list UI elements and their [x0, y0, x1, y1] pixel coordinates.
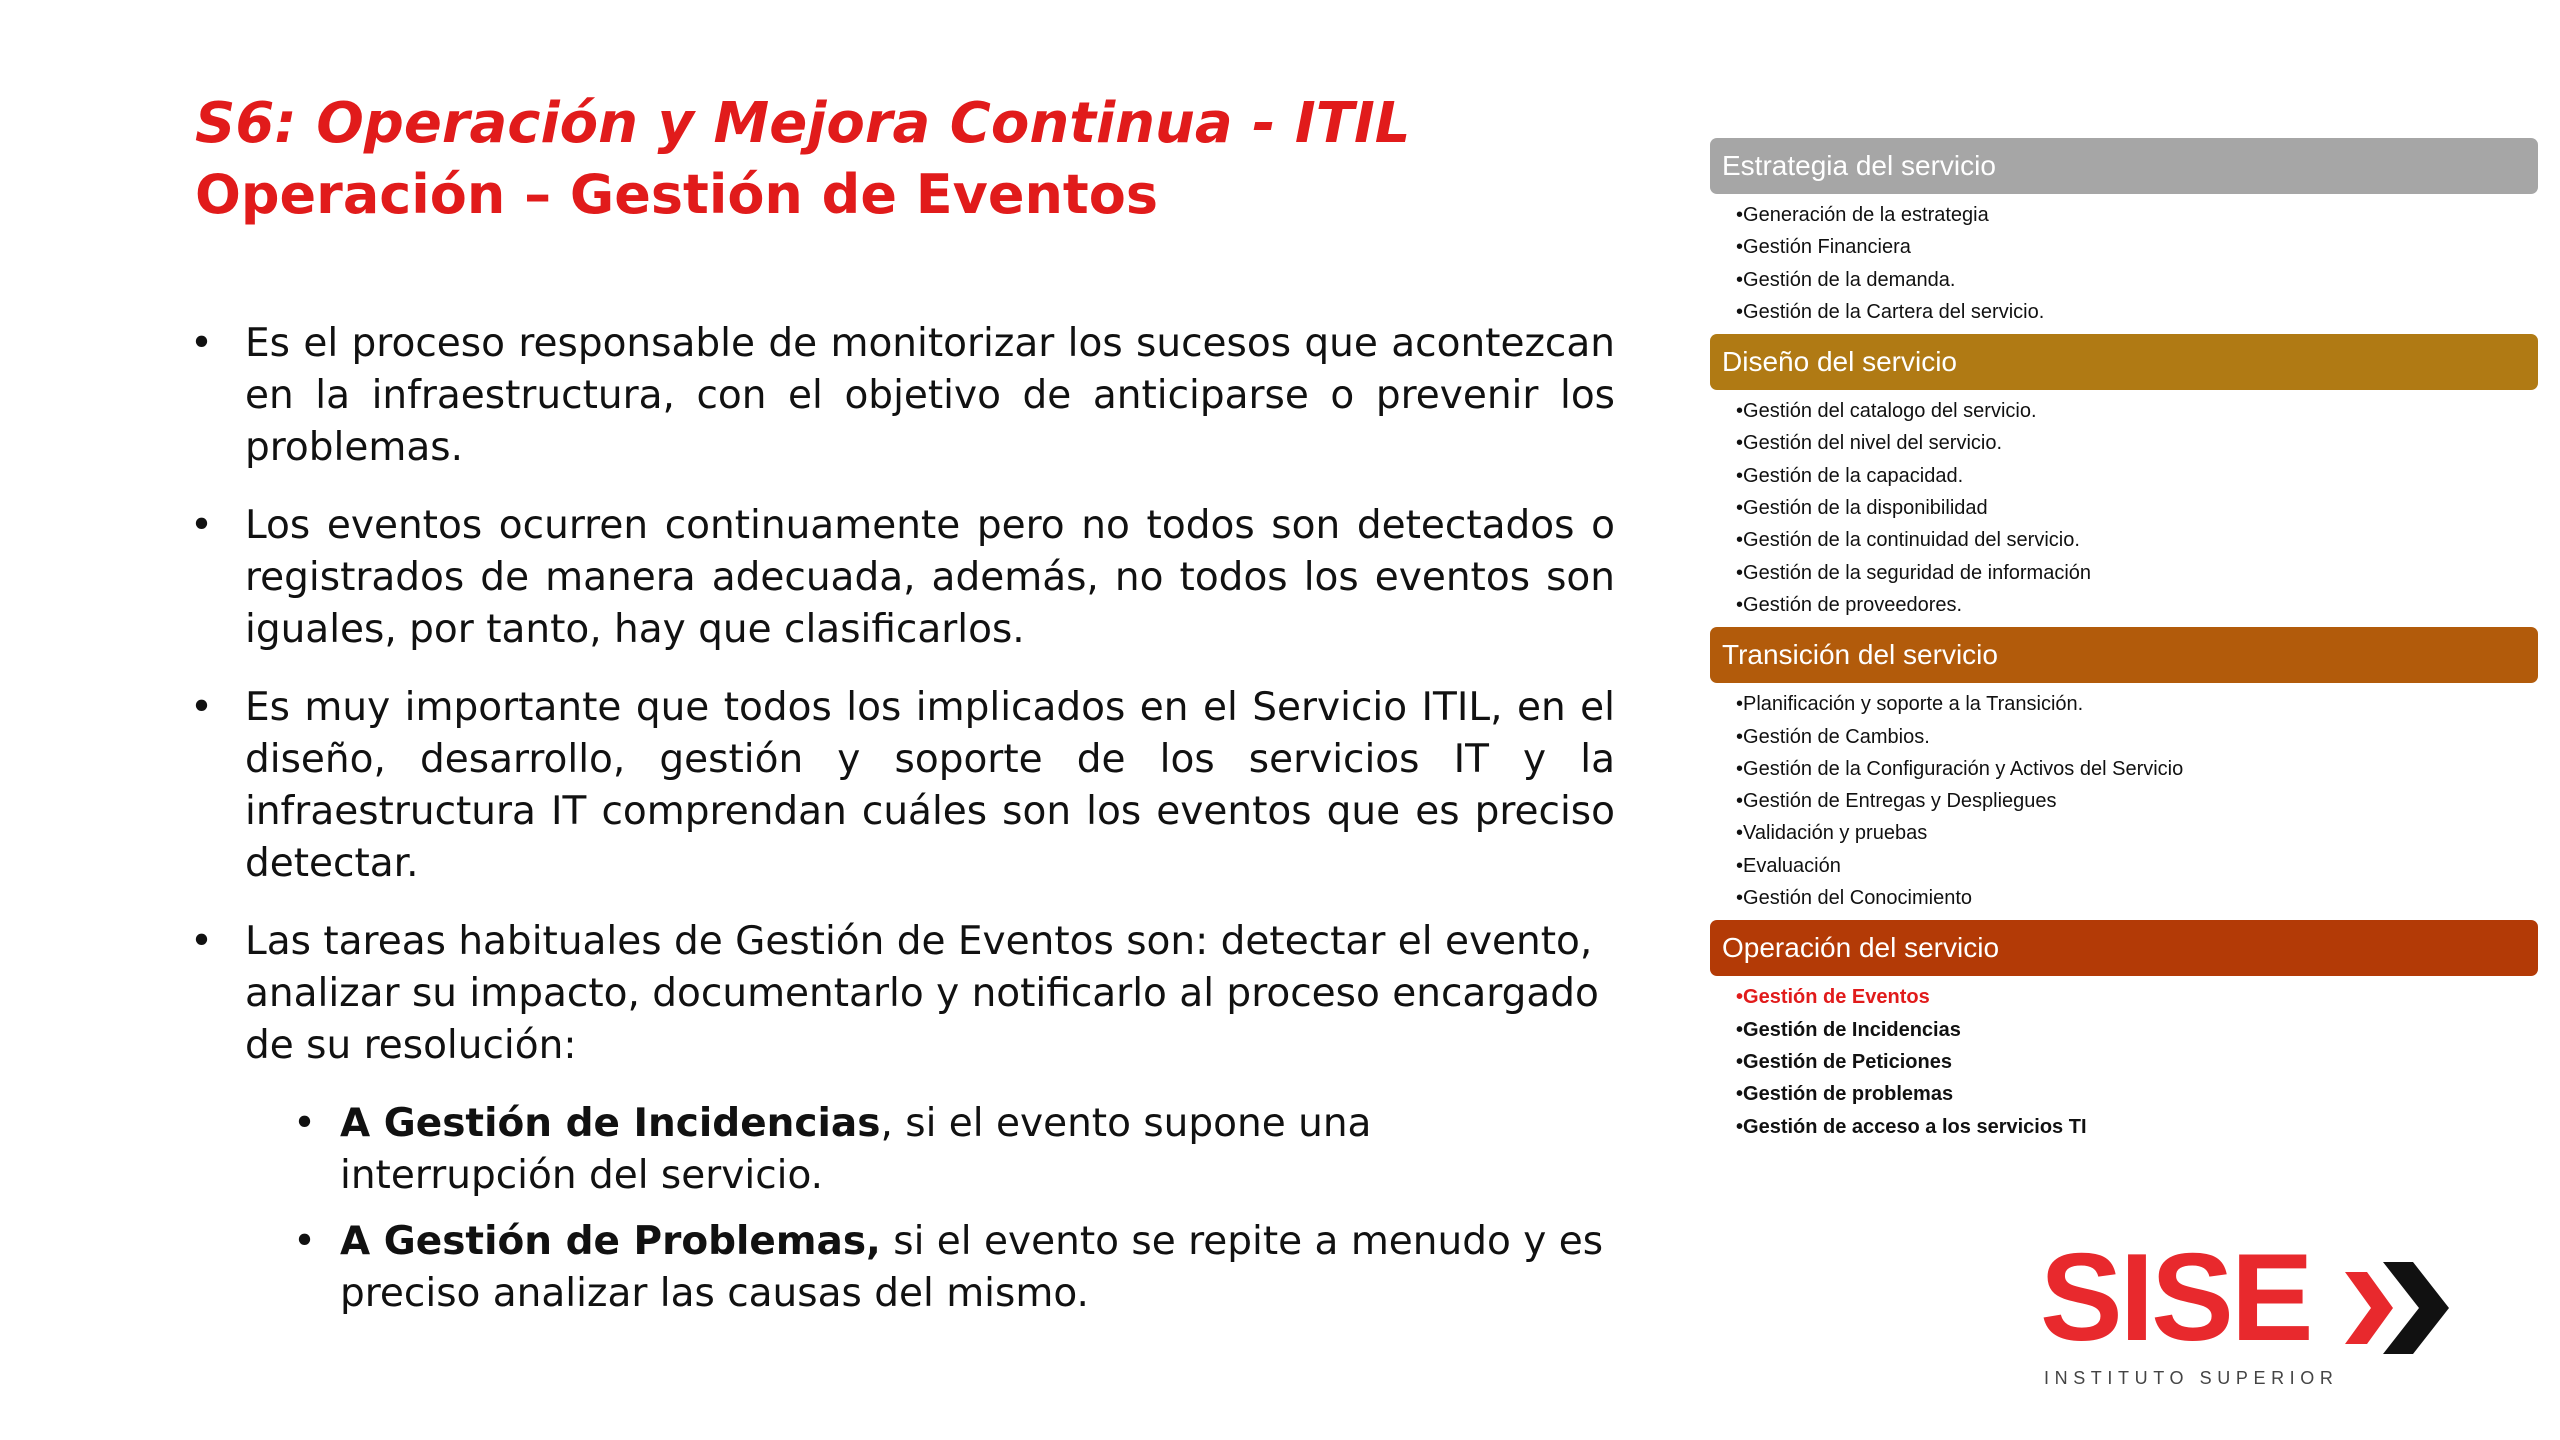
list-item: • Gestión de problemas: [1736, 1078, 2538, 1110]
bullet-item: [190, 916, 1615, 1072]
list-item: • Gestión de Peticiones: [1736, 1046, 2538, 1078]
section-header-operacion: Operación del servicio: [1710, 920, 2538, 976]
sub-bullet-bold: A Gestión de Problemas,: [340, 1219, 881, 1264]
bullet-dot: •: [190, 685, 214, 730]
section-header-estrategia: Estrategia del servicio: [1710, 138, 2538, 194]
list-item: • Gestión del catalogo del servicio.: [1736, 395, 2538, 427]
list-item: • Gestión de la Configuración y Activos del Servicio: [1736, 753, 2538, 785]
sub-bullet-item: [190, 1216, 1615, 1320]
bullet-dot: •: [293, 1219, 317, 1264]
bullet-dot: •: [293, 1101, 317, 1146]
sub-bullet-text: si el evento se repite a menudo y es preciso analizar las causas del mismo.: [340, 1219, 1604, 1316]
list-item: • Gestión de la seguridad de información: [1736, 557, 2538, 589]
list-item: • Gestión de la continuidad del servicio.: [1736, 524, 2538, 556]
section-header-diseno: Diseño del servicio: [1710, 334, 2538, 390]
list-item: • Gestión de Incidencias: [1736, 1014, 2538, 1046]
list-item: • Gestión de Cambios.: [1736, 721, 2538, 753]
bullet-item: [190, 318, 1615, 474]
list-item: • Gestión de la demanda.: [1736, 264, 2538, 296]
bullet-text: Los eventos ocurren continuamente pero no todos son detectados o registrados de manera adecuada, además, no todos los eventos son iguales, por tanto, hay que clasificarlos.: [245, 503, 1615, 652]
bullet-text: Es muy importante que todos los implicados en el Servicio ITIL, en el diseño, desarrollo, gestión y soporte de los servicios IT y la infraestructura IT comprendan cuáles son los eventos que es preciso detectar.: [245, 685, 1615, 886]
list-item: • Evaluación: [1736, 850, 2538, 882]
bullet-item: [190, 500, 1615, 656]
logo-subtitle: INSTITUTO SUPERIOR: [2044, 1368, 2339, 1388]
list-item: • Gestión Financiera: [1736, 231, 2538, 263]
itil-lifecycle-panel: [1710, 138, 2538, 1149]
bullet-dot: •: [190, 503, 214, 548]
list-item: • Gestión de la capacidad.: [1736, 460, 2538, 492]
list-item: • Gestión de Entregas y Despliegues: [1736, 785, 2538, 817]
bullet-dot: •: [190, 321, 214, 366]
list-item: • Gestión de proveedores.: [1736, 589, 2538, 621]
bullet-text: Las tareas habituales de Gestión de Eventos son: detectar el evento, analizar su impacto, documentarlo y notificarlo al proceso encargado de su resolución:: [245, 919, 1599, 1068]
slide-title: [195, 90, 1410, 228]
list-item: • Gestión del Conocimiento: [1736, 882, 2538, 914]
bullet-dot: •: [190, 919, 214, 964]
list-item: • Gestión de acceso a los servicios TI: [1736, 1111, 2538, 1143]
list-item: • Planificación y soporte a la Transición.: [1736, 688, 2538, 720]
sub-bullet-bold: A Gestión de Incidencias: [340, 1101, 881, 1146]
bullet-text: Es el proceso responsable de monitorizar los sucesos que acontezcan en la infraestructura, con el objetivo de anticiparse o prevenir los problemas.: [245, 321, 1615, 470]
sub-bullet-item: [190, 1098, 1615, 1202]
section-header-transicion: Transición del servicio: [1710, 627, 2538, 683]
sub-bullet-text: , si el evento supone una interrupción del servicio.: [340, 1101, 1372, 1198]
list-item: • Generación de la estrategia: [1736, 199, 2538, 231]
list-item: • Gestión de la disponibilidad: [1736, 492, 2538, 524]
logo-brand-text: SISE: [2040, 1229, 2311, 1367]
list-item: • Gestión de la Cartera del servicio.: [1736, 296, 2538, 328]
title-line-2: Operación – Gestión de Eventos: [195, 163, 1158, 227]
section-list-estrategia: [1710, 199, 2538, 328]
sise-logo: [2040, 1229, 2440, 1400]
title-line-1: S6: Operación y Mejora Continua - ITIL: [195, 91, 1411, 156]
section-list-operacion: [1710, 981, 2538, 1142]
list-item-current: • Gestión de Eventos: [1736, 981, 2538, 1013]
main-content: [190, 318, 1615, 1320]
section-list-transicion: [1710, 688, 2538, 914]
double-chevron-right-icon: [2345, 1262, 2473, 1354]
bullet-item: [190, 682, 1615, 890]
list-item: • Gestión del nivel del servicio.: [1736, 427, 2538, 459]
section-list-diseno: [1710, 395, 2538, 621]
list-item: • Validación y pruebas: [1736, 817, 2538, 849]
